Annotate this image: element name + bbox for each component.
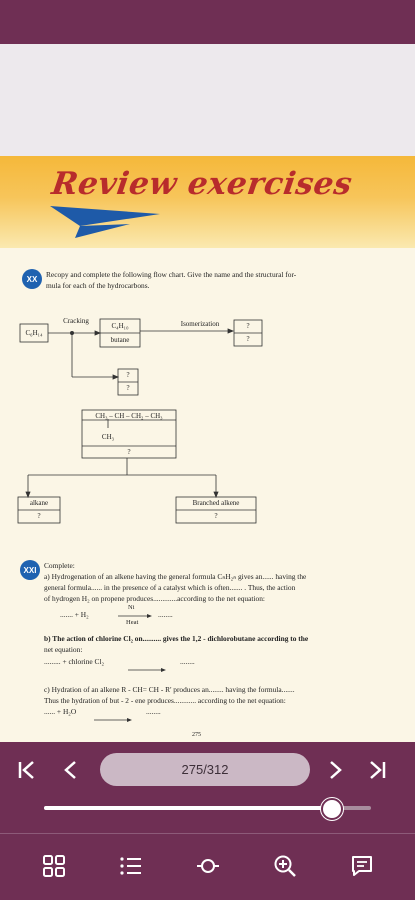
chevron-left-icon <box>60 759 82 781</box>
previous-page-button[interactable] <box>58 757 84 783</box>
zoom-in-icon <box>273 854 297 878</box>
zoom-in-button[interactable] <box>271 852 299 880</box>
q21-b-line2: net equation: <box>44 645 83 654</box>
toolbar-divider <box>0 833 415 834</box>
flow-cracking-label: Cracking <box>63 317 89 325</box>
q21-c-eq-left: ...... + H₂O <box>44 707 77 716</box>
book-page <box>0 156 415 742</box>
flow-structure-top: CH₃ – CH – CH₂ – CH₃ <box>95 412 163 420</box>
top-app-bar <box>0 0 415 44</box>
list-icon <box>119 854 143 878</box>
q20-text-line2: mula for each of the hydrocarbons. <box>46 281 150 290</box>
flow-butane-formula: C₄H₁₀ <box>111 322 129 330</box>
flow-butane-name: butane <box>110 336 130 344</box>
banner-title: Review exercises <box>49 166 355 202</box>
contents-button[interactable] <box>117 852 145 880</box>
page-slider-fill <box>44 806 332 810</box>
question-20-badge: XX <box>22 269 42 289</box>
q21-a-line1: a) Hydrogenation of an alkene having the general formula CₙH₂ₙ gives an...... having the <box>44 572 307 581</box>
page-slider[interactable] <box>44 806 371 810</box>
flow-branched-name: ? <box>214 512 218 520</box>
page-indicator[interactable]: 275/312 <box>100 753 310 786</box>
skip-first-icon <box>16 759 38 781</box>
flow-product-formula: ? <box>126 371 130 379</box>
comment-icon <box>350 854 374 878</box>
q21-b-arrow <box>128 668 168 672</box>
q21-b-eq-left: ......... + chlorine Cl₂ <box>44 657 105 666</box>
flow-product-name: ? <box>126 384 130 392</box>
q21-c-arrow <box>94 718 134 722</box>
q20-text-line1: Recopy and complete the following flow chart. Give the name and the structural for- <box>46 270 297 279</box>
printed-page-number: 275 <box>192 732 201 738</box>
rotate-icon <box>196 854 220 878</box>
comment-button[interactable] <box>348 852 376 880</box>
q21-c-line2: Thus the hydration of but - 2 - ene produces............ according to the net equation: <box>44 696 286 705</box>
q21-title: Complete: <box>44 561 75 570</box>
flow-isomer-name: ? <box>246 335 250 343</box>
flow-branched-label: Branched alkene <box>192 499 240 507</box>
page-slider-thumb[interactable] <box>321 798 343 820</box>
q21-c-eq-right: ........ <box>146 707 161 716</box>
rotate-button[interactable] <box>194 852 222 880</box>
flow-isomer-formula: ? <box>246 322 250 330</box>
flow-start-formula: C₆H₁₄ <box>25 329 43 337</box>
skip-last-icon <box>366 759 388 781</box>
q21-c-line1: c) Hydration of an alkene R - CH= CH - R' produces an........ having the formula....... <box>44 685 295 694</box>
q21-a-eq-condition: Heat <box>126 619 139 626</box>
flow-alkane-label: alkane <box>29 499 49 507</box>
grid-icon <box>42 854 66 878</box>
flow-alkane-name: ? <box>37 512 41 520</box>
flow-isomerization-label: Isomerization <box>180 320 220 328</box>
q21-a-eq-right: ........ <box>158 610 173 619</box>
q21-a-eq-left: ....... + H₂ <box>60 610 89 619</box>
flow-structure-branch: CH₃ <box>101 433 115 441</box>
q21-a-line3: of hydrogen H₂ on propene produces.............according to the net equation: <box>44 594 265 603</box>
question-21-badge: XXI <box>20 560 40 580</box>
q21-b-eq-right: ........ <box>180 657 195 666</box>
first-page-button[interactable] <box>14 757 40 783</box>
top-margin-area <box>0 44 415 156</box>
q21-a-eq-catalyst: Ni <box>128 604 135 611</box>
q21-b-line1: b) The action of chlorine Cl₂ on.......... gives the 1,2 - dichlorobutane according to the <box>44 634 309 643</box>
q21-a-line2: general formula...... in the presence of a catalyst which is often....... . Thus, the action <box>44 583 296 592</box>
next-page-button[interactable] <box>322 757 348 783</box>
thumbnails-button[interactable] <box>40 852 68 880</box>
chevron-right-icon <box>324 759 346 781</box>
last-page-button[interactable] <box>364 757 390 783</box>
flow-structure-name: ? <box>127 448 131 456</box>
